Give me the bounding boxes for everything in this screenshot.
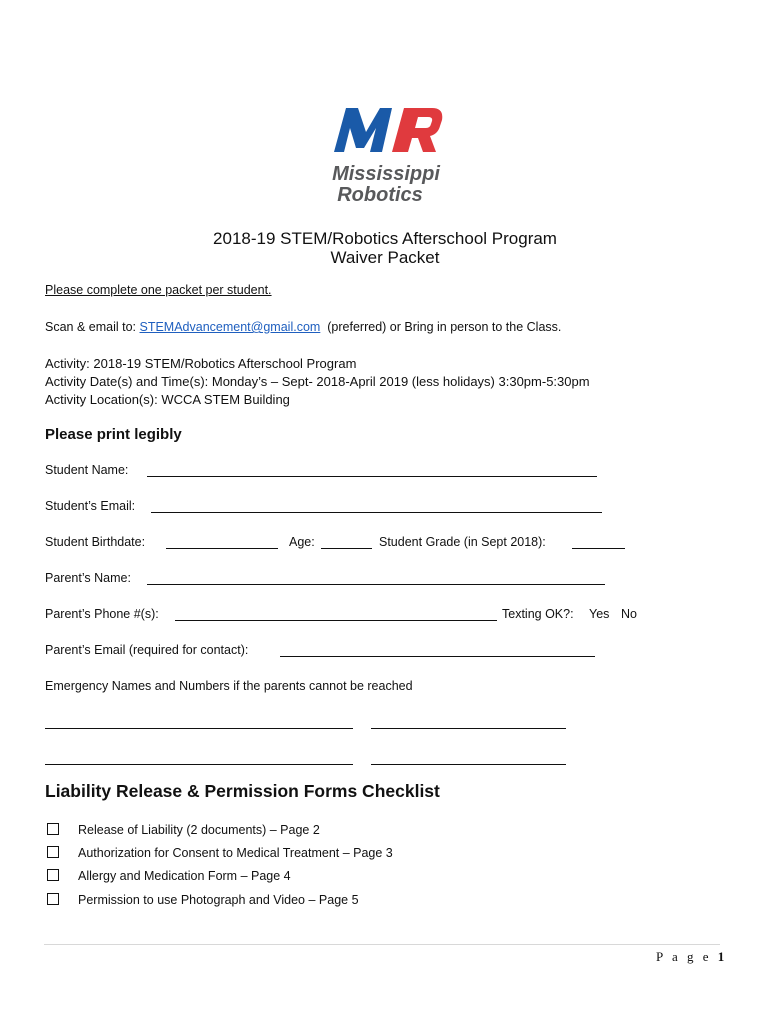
parent-email-field[interactable]	[280, 656, 595, 657]
birthdate-field[interactable]	[166, 548, 278, 549]
print-legibly-heading: Please print legibly	[45, 426, 182, 443]
texting-yes-option[interactable]: Yes	[589, 607, 610, 621]
scan-prefix: Scan & email to:	[45, 320, 140, 334]
emergency-name-field-2[interactable]	[45, 764, 353, 765]
checklist-heading: Liability Release & Permission Forms Checklist	[45, 781, 440, 801]
svg-text:Robotics: Robotics	[337, 184, 423, 206]
parent-name-label: Parent’s Name:	[45, 571, 131, 585]
parent-name-field[interactable]	[147, 584, 605, 585]
grade-label: Student Grade (in Sept 2018):	[379, 535, 546, 549]
texting-ok-label: Texting OK?:	[502, 607, 574, 621]
checklist-checkbox-2[interactable]	[47, 846, 59, 858]
activity-dates: Activity Date(s) and Time(s): Monday’s – Sept- 2018-April 2019 (less holidays) 3:30pm-5:30pm	[45, 374, 590, 389]
svg-text:Mississippi: Mississippi	[332, 163, 440, 185]
texting-no-option[interactable]: No	[621, 607, 637, 621]
document-title: 2018-19 STEM/Robotics Afterschool Program	[213, 229, 557, 248]
birthdate-label: Student Birthdate:	[45, 535, 146, 549]
checklist-item-label: Allergy and Medication Form – Page 4	[78, 869, 291, 883]
emergency-number-field-1[interactable]	[371, 728, 566, 729]
parent-phone-field[interactable]	[175, 620, 497, 621]
emergency-name-field-1[interactable]	[45, 728, 353, 729]
parent-phone-label: Parent’s Phone #(s):	[45, 607, 159, 621]
student-email-field[interactable]	[151, 512, 602, 513]
checklist-item-label: Authorization for Consent to Medical Treatment – Page 3	[78, 846, 393, 860]
checklist-item-label: Release of Liability (2 documents) – Page 2	[78, 823, 320, 837]
logo-mark-icon	[316, 98, 456, 210]
packet-note: Please complete one packet per student.	[45, 283, 272, 297]
mississippi-robotics-logo	[316, 98, 456, 210]
checklist-checkbox-3[interactable]	[47, 869, 59, 881]
scan-suffix: (preferred) or Bring in person to the Class.	[320, 320, 562, 334]
age-field[interactable]	[321, 548, 372, 549]
page-label: P a g e	[656, 949, 712, 964]
scan-instructions	[45, 320, 561, 335]
student-name-field[interactable]	[147, 476, 597, 477]
age-label: Age:	[289, 535, 315, 549]
footer-divider	[44, 944, 720, 945]
student-email-label: Student’s Email:	[45, 499, 136, 513]
activity-location: Activity Location(s): WCCA STEM Building	[45, 392, 290, 407]
parent-email-label: Parent’s Email (required for contact):	[45, 643, 249, 657]
activity-name: Activity: 2018-19 STEM/Robotics Afterschool Program	[45, 356, 357, 371]
emergency-number-field-2[interactable]	[371, 764, 566, 765]
page-number	[656, 949, 727, 965]
document-subtitle: Waiver Packet	[330, 248, 440, 267]
checklist-checkbox-1[interactable]	[47, 823, 59, 835]
page-number-value: 1	[717, 949, 728, 964]
student-name-label: Student Name:	[45, 463, 129, 477]
grade-field[interactable]	[572, 548, 625, 549]
checklist-item-label: Permission to use Photograph and Video – Page 5	[78, 893, 359, 907]
checklist-checkbox-4[interactable]	[47, 893, 59, 905]
emergency-label: Emergency Names and Numbers if the parents cannot be reached	[45, 679, 413, 693]
email-link[interactable]: STEMAdvancement@gmail.com	[139, 320, 321, 334]
